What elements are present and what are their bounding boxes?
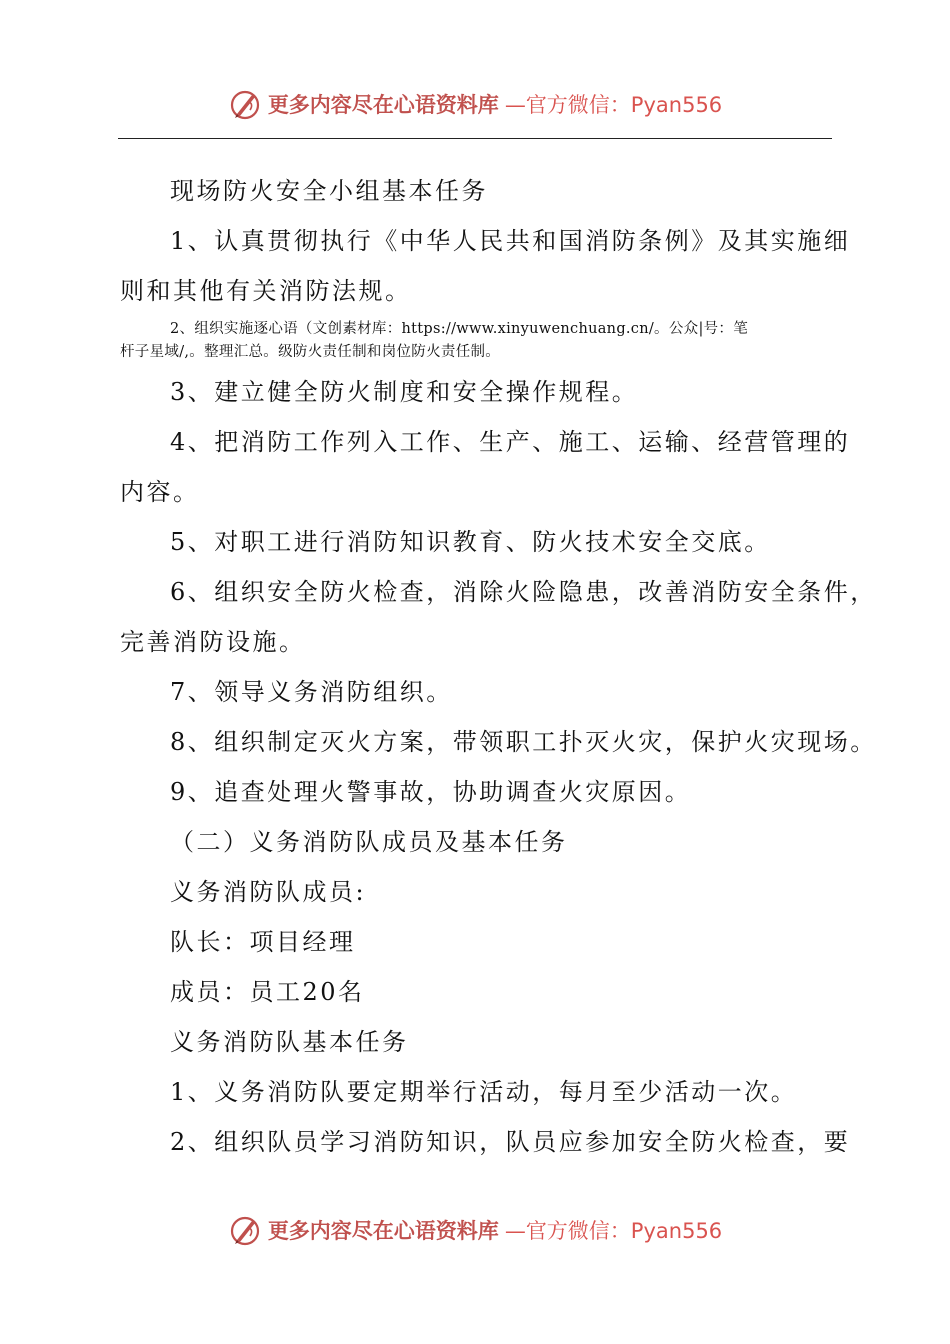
- paragraph-line: 9、追查处理火警事故，协助调查火灾原因。: [170, 778, 692, 806]
- header-brand-text: 更多内容尽在心语资料库: [267, 92, 499, 117]
- paragraph-line: 内容。: [120, 478, 200, 506]
- small-paragraph: [120, 318, 832, 364]
- header-divider: [118, 138, 832, 139]
- section-heading: 义务消防队基本任务: [170, 1028, 409, 1056]
- section-heading: （二）义务消防队成员及基本任务: [170, 828, 568, 856]
- footer-wechat-text: —官方微信：Pyan556: [504, 1219, 723, 1243]
- pen-logo-icon: [228, 1213, 262, 1247]
- header-wechat-text: —官方微信：Pyan556: [504, 93, 723, 117]
- header-banner: [228, 87, 722, 121]
- paragraph-line: 1、义务消防队要定期举行活动，每月至少活动一次。: [170, 1078, 798, 1106]
- paragraph-line: 则和其他有关消防法规。: [120, 277, 412, 305]
- document-body: [120, 166, 877, 1167]
- paragraph-line: 6、组织安全防火检查，消除火险隐患，改善消防安全条件，: [170, 578, 877, 606]
- paragraph-line: 队长：项目经理: [170, 928, 356, 956]
- small-paragraph-line: 杆子星域/,。整理汇总。级防火责任制和岗位防火责任制。: [120, 344, 501, 360]
- pen-logo-icon: [228, 87, 262, 121]
- paragraph-line: 1、认真贯彻执行《中华人民共和国消防条例》及其实施细: [170, 227, 851, 255]
- page-footer: [0, 1210, 950, 1250]
- paragraph-line: 完善消防设施。: [120, 628, 306, 656]
- small-paragraph-line: 2、组织实施逐心语（文创素材库：https://www.xinyuwenchuang.cn/。公众|号：笔: [170, 321, 749, 337]
- section-heading: 现场防火安全小组基本任务: [170, 177, 488, 205]
- paragraph-line: 2、组织队员学习消防知识，队员应参加安全防火检查，要: [170, 1128, 851, 1156]
- footer-brand-text: 更多内容尽在心语资料库: [267, 1218, 499, 1243]
- paragraph-line: 5、对职工进行消防知识教育、防火技术安全交底。: [170, 528, 771, 556]
- paragraph-line: 8、组织制定灭火方案，带领职工扑灭火灾，保护火灾现场。: [170, 728, 877, 756]
- paragraph-line: 成员：员工20名: [170, 978, 365, 1006]
- footer-banner: [228, 1213, 722, 1247]
- paragraph-line: 7、领导义务消防组织。: [170, 678, 453, 706]
- paragraph-line: 3、建立健全防火制度和安全操作规程。: [170, 378, 639, 406]
- paragraph-line: 义务消防队成员:: [170, 878, 367, 906]
- page-header: [0, 84, 950, 124]
- paragraph-line: 4、把消防工作列入工作、生产、施工、运输、经营管理的: [170, 428, 851, 456]
